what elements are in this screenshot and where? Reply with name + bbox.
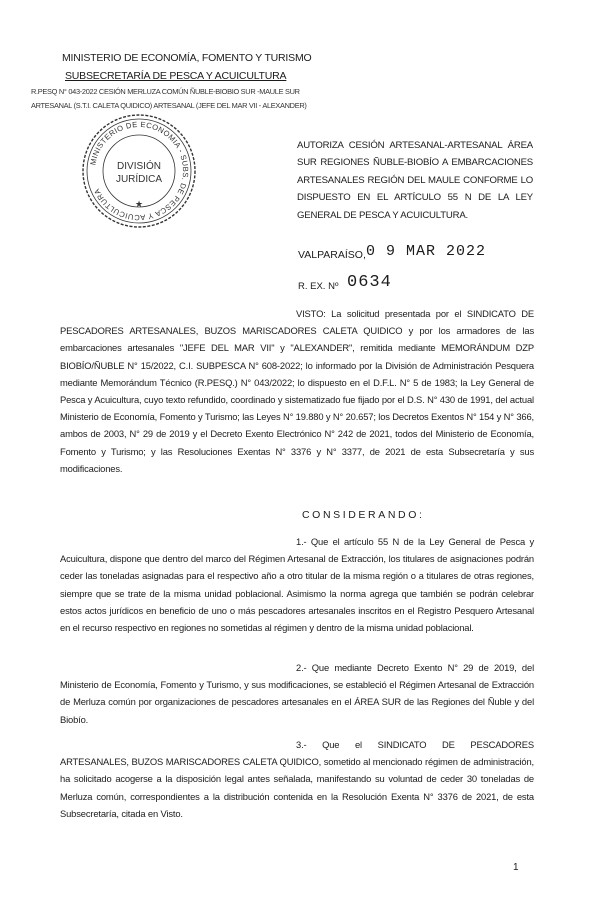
visto-paragraph: VISTO: La solicitud presentada por el SINDICATO DE PESCADORES ARTESANALES, BUZOS MARISCADORES CALETA QUIDICO y por los armadores de las embarcaciones artesanales "JEFE DEL MAR VII" y "ALEXANDER", remitida mediante MEMORÁNDUM DZP BIOBÍO/ÑUBLE N° 15/2022, C.I. SUBPESCA N° 608-2022; lo informado por la División de Administración Pesquera mediante Memorándum Técnico (R.PESQ.) N° 043/2022; lo dispuesto en el D.F.L. N° 5 de 1983; la Ley General de Pesca y Acuicultura, cuyo texto refundido, coordinado y sistematizado fue fijado por el D.S. N° 430 de 1991, del actual Ministerio de Economía, Fomento y Turismo; las Leyes N° 19.880 y N° 20.657; los Decretos Exentos N° 154 y N° 366, ambos de 2003, N° 29 de 2019 y el Decreto Exento Electrónico N° 242 de 2021, todos del Ministerio de Economía, Fomento y Turismo; y las Resoluciones Exentas N° 3376 y N° 3377, de 2021 de esta Subsecretaría y sus modificaciones. xyxy=(60,308,534,474)
considerando-1: 1.- Que el artículo 55 N de la Ley General de Pesca y Acuicultura, dispone que dentro del marco del Régimen Artesanal de Extracción, los titulares de asignaciones podrán ceder las toneladas asignadas para el respectivo año a otro titular de la misma región o a titulares de otras regiones, siempre que se trate de la misma unidad poblacional. Asimismo la norma agrega que también se podrán celebrar estos actos jurídicos en beneficio de uno o más pescadores artesanales inscritos en el Registro Pesquero Artesanal en el recurso respectivo en regiones no sometidas al régimen y dentro de la misma unidad poblacional. xyxy=(60,536,534,634)
seal-star-icon: ★ xyxy=(134,199,144,209)
considerando-3: 3.- Que el SINDICATO DE PESCADORES ARTESANALES, BUZOS MARISCADORES CALETA QUIDICO, sometido al mencionado régimen de administración, ha solicitado acogerse a la disposición legal antes señalada, manifestando su voluntad de ceder 30 toneladas de Merluza común, correspondientes a la distribución contenida en la Resolución Exenta N° 3376 de 2021, de esta Subsecretaría, citada en Visto. xyxy=(60,739,534,819)
division-juridica-seal xyxy=(80,112,198,230)
page-number: 1 xyxy=(513,862,519,873)
date-stamp: 0 9 MAR 2022 xyxy=(366,243,487,260)
seal-ring-text: MINISTERIO DE ECONOMIA - SUBS. DE PESCA Y ACUICULTURA xyxy=(88,119,191,223)
ministry-name: MINISTERIO DE ECONOMÍA, FOMENTO Y TURISMO xyxy=(62,52,312,64)
considerando-2: 2.- Que mediante Decreto Exento N° 29 de 2019, del Ministerio de Economía, Fomento y Turismo, y sus modificaciones, se estableció el Régimen Artesanal de Extracción de Merluza común por organizaciones de pescadores artesanales en el ÁREA SUR de las Regiones del Ñuble y del Biobío. xyxy=(60,662,534,725)
subsecretaria-name: SUBSECRETARÍA DE PESCA Y ACUICULTURA xyxy=(65,70,287,82)
resolution-number: 0634 xyxy=(347,273,392,292)
resolution-number-label: R. EX. Nº xyxy=(298,281,339,292)
place-label: VALPARAÍSO, xyxy=(298,249,366,261)
reference-line-1: R.PESQ N° 043-2022 CESIÓN MERLUZA COMÚN ÑUBLE-BIOBIO SUR -MAULE SUR xyxy=(31,87,300,96)
considerando-heading: CONSIDERANDO: xyxy=(302,509,425,521)
resolution-title: AUTORIZA CESIÓN ARTESANAL-ARTESANAL ÁREA SUR REGIONES ÑUBLE-BIOBÍO A EMBARCACIONES ARTESANALES REGIÓN DEL MAULE CONFORME LO DISPUESTO EN EL ARTÍCULO 55 N DE LA LEY GENERAL DE PESCA Y ACUICULTURA. xyxy=(297,140,533,221)
seal-line-1: DIVISIÓN xyxy=(117,161,161,172)
reference-line-2: ARTESANAL (S.T.I. CALETA QUIDICO) ARTESANAL (JEFE DEL MAR VII - ALEXANDER) xyxy=(31,101,307,110)
seal-line-2: JURÍDICA xyxy=(115,174,163,185)
